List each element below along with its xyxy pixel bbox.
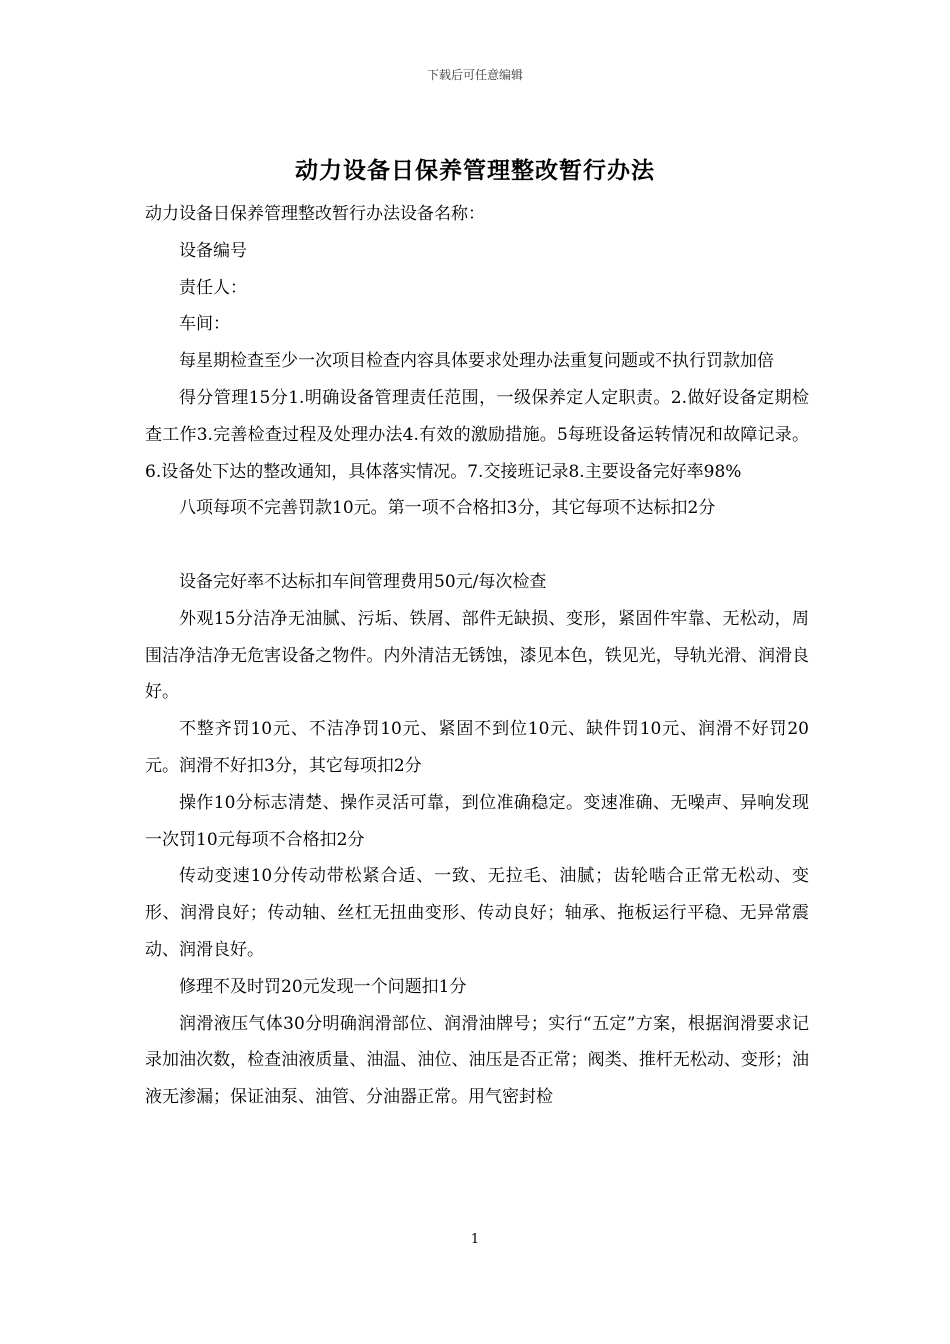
paragraph-appearance: 外观15分洁净无油腻、污垢、铁屑、部件无缺损、变形，紧固件牢靠、无松动，周围洁净洁净无危害设备之物件。内外清洁无锈蚀，漆见本色，铁见光，导轨光滑、润滑良好。 <box>145 608 809 703</box>
blank-line <box>145 527 809 564</box>
paragraph-equipment-name: 动力设备日保养管理整改暂行办法设备名称： <box>145 204 485 224</box>
paragraph-operation: 操作10分标志清楚、操作灵活可靠，到位准确稳定。变速准确、无噪声、异响发现一次罚10元每项不合格扣2分 <box>145 792 809 850</box>
document-title: 动力设备日保养管理整改暂行办法 <box>295 157 655 184</box>
paragraph-workshop: 车间： <box>179 314 230 335</box>
document-body <box>145 196 809 1116</box>
paragraph-weekly-check: 每星期检查至少一次项目检查内容具体要求处理办法重复问题或不执行罚款加倍 <box>179 351 774 372</box>
paragraph-eight-items-penalty: 八项每项不完善罚款10元。第一项不合格扣3分，其它每项不达标扣2分 <box>179 498 716 519</box>
paragraph-lubrication: 润滑液压气体30分明确润滑部位、润滑油牌号；实行“五定”方案，根据润滑要求记录加油次数，检查油液质量、油温、油位、油压是否正常；阀类、推杆无松动、变形；油液无渗漏；保证油泵、油管、分油器正常。用气密封检 <box>145 1013 809 1108</box>
header-note: 下载后可任意编辑 <box>426 68 523 82</box>
paragraph-responsible-person: 责任人： <box>179 277 247 298</box>
paragraph-transmission: 传动变速10分传动带松紧合适、一致、无拉毛、油腻；齿轮啮合正常无松动、变形、润滑良好；传动轴、丝杠无扭曲变形、传动良好；轴承、拖板运行平稳、无异常震动、润滑良好。 <box>145 866 809 960</box>
page-number: 1 <box>470 1232 480 1247</box>
paragraph-repair-penalty: 修理不及时罚20元发现一个问题扣1分 <box>179 976 467 997</box>
paragraph-equipment-number: 设备编号 <box>179 240 247 261</box>
paragraph-management-score: 得分管理15分1.明确设备管理责任范围，一级保养定人定职责。2.做好设备定期检查工作3.完善检查过程及处理办法4.有效的激励措施。5每班设备运转情况和故障记录。6.设备处下达的整改通知，具体落实情况。7.交接班记录8.主要设备完好率98% <box>145 387 809 482</box>
paragraph-intact-rate-penalty: 设备完好率不达标扣车间管理费用50元/每次检查 <box>179 571 547 592</box>
paragraph-appearance-penalty: 不整齐罚10元、不洁净罚10元、紧固不到位10元、缺件罚10元、润滑不好罚20元。润滑不好扣3分，其它每项扣2分 <box>145 719 809 776</box>
